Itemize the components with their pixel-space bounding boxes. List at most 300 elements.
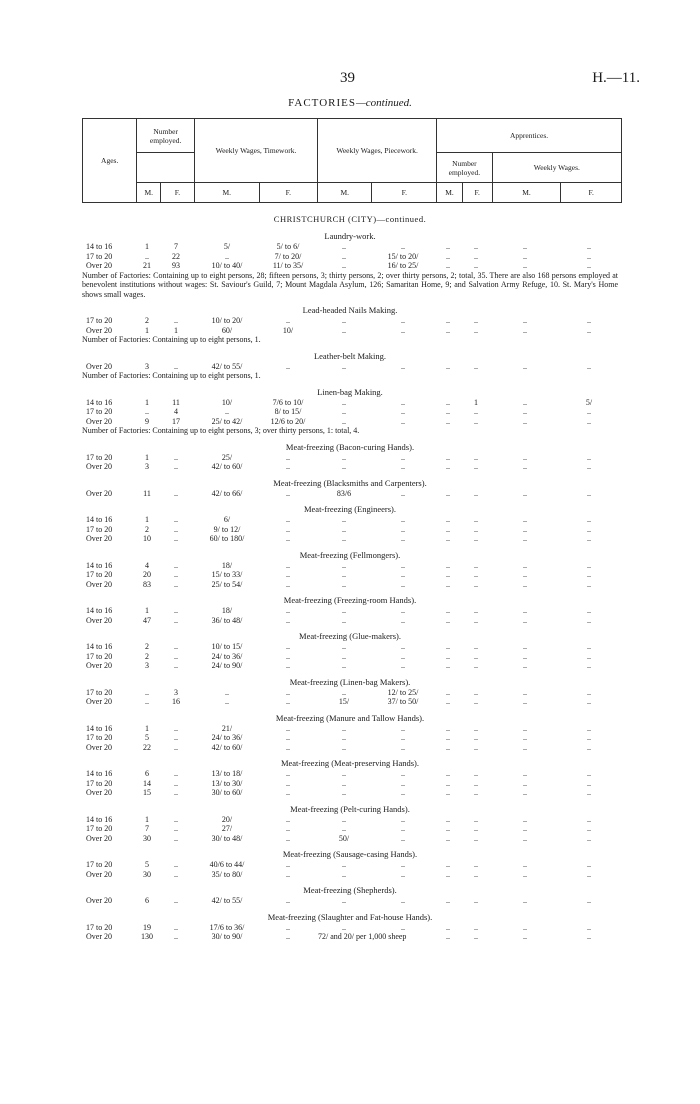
cell-app-f: .. <box>474 869 478 879</box>
cell-age: 14 to 16 <box>86 515 113 524</box>
industry-title: Meat-freezing (Linen-bag Makers). <box>289 676 411 687</box>
table-row <box>0 453 700 463</box>
table-row <box>0 261 700 271</box>
cell-time-m: 42/ to 66/ <box>211 488 243 498</box>
cell-time-f: .. <box>286 524 290 534</box>
cell-app-wf: .. <box>587 778 591 788</box>
cell-age: Over 20 <box>86 416 112 426</box>
cell-age: 17 to 20 <box>86 570 113 579</box>
cell-app-wm: .. <box>523 361 527 371</box>
city-heading: CHRISTCHURCH (CITY)—continued. <box>273 214 427 224</box>
cell-app-wm: .. <box>523 242 527 251</box>
cell-app-wm: .. <box>523 251 527 261</box>
cell-app-wf: .. <box>587 242 591 251</box>
cell-piece-m: .. <box>342 524 346 534</box>
cell-age: 14 to 16 <box>86 723 113 733</box>
factory-note: Number of Factories: Containing up to eight persons, 1. <box>82 335 261 344</box>
industry-title: Meat-freezing (Slaughter and Fat-house Hands). <box>267 911 433 922</box>
industry-section <box>0 503 700 544</box>
industry-title: Meat-freezing (Bacon-curing Hands). <box>285 441 415 452</box>
cell-app-m: .. <box>446 261 450 270</box>
cell-women: 4 <box>174 407 178 416</box>
cell-women: .. <box>174 579 178 589</box>
cell-age: 17 to 20 <box>86 407 113 416</box>
cell-app-m: .. <box>446 462 450 471</box>
cell-app-wm: .. <box>523 661 527 670</box>
cell-piece-m: .. <box>342 407 346 416</box>
cell-age: 14 to 16 <box>86 606 113 615</box>
cell-time-f: .. <box>286 316 290 325</box>
cell-men: 130 <box>141 932 153 941</box>
cell-app-f: .. <box>474 687 478 697</box>
cell-age: 17 to 20 <box>86 687 113 697</box>
cell-men: .. <box>145 407 149 416</box>
cell-app-wf: .. <box>587 251 591 261</box>
factory-note: Number of Factories: Containing up to eight persons, 28; fifteen persons, 3; thirty persons, 2; over thirty persons, 2; total, 35. There are also 168 persons employed at benevolent institutions without wages: St. Saviour's Guild, 7; Mount Magdala Asylum, 126; Samaritan Home, 9; and Salvation Army Refuge, 10. St. Mary's Home shows small wages. <box>82 270 618 299</box>
cell-men: 30 <box>143 869 151 879</box>
cell-age: 17 to 20 <box>86 651 113 661</box>
cell-app-wf: .. <box>587 579 591 589</box>
header-app-wm: M. <box>492 183 561 203</box>
cell-piece-m: .. <box>342 860 346 869</box>
industry-title: Meat-freezing (Sausage-casing Hands). <box>282 849 418 859</box>
cell-app-f: .. <box>474 814 478 824</box>
table-row <box>0 743 700 753</box>
cell-app-m: .. <box>446 361 450 371</box>
cell-piece-m: .. <box>342 687 346 697</box>
cell-app-m: .. <box>446 814 450 824</box>
cell-time-f: .. <box>286 697 290 706</box>
cell-age: 14 to 16 <box>86 814 113 824</box>
cell-age: Over 20 <box>86 661 112 670</box>
cell-piece-f: .. <box>401 869 405 879</box>
cell-piece-m: .. <box>342 651 346 661</box>
table-row <box>0 724 700 734</box>
cell-app-f: .. <box>474 452 478 462</box>
cell-app-m: .. <box>446 642 450 651</box>
cell-app-wf: 5/ <box>585 397 593 407</box>
cell-app-f: .. <box>474 651 478 661</box>
cell-app-wf: .. <box>587 615 591 625</box>
table-row <box>0 788 700 798</box>
cell-app-f: .. <box>474 860 478 869</box>
cell-app-f: .. <box>474 462 478 471</box>
industry-section <box>0 676 700 707</box>
cell-time-m: 42/ to 60/ <box>211 742 243 752</box>
cell-women: 22 <box>172 251 180 261</box>
cell-time-f: .. <box>286 570 290 579</box>
cell-piece-f: .. <box>401 452 405 462</box>
cell-app-m: .. <box>446 932 450 941</box>
table-row <box>0 779 700 789</box>
cell-app-f: .. <box>474 488 478 498</box>
cell-age: 14 to 16 <box>86 642 113 651</box>
cell-app-wf: .. <box>587 697 591 706</box>
industry-title: Meat-freezing (Engineers). <box>303 504 397 514</box>
cell-piece-m: .. <box>342 397 346 407</box>
cell-time-f: .. <box>286 452 290 462</box>
cell-piece-f: 37/ to 50/ <box>387 697 419 706</box>
cell-app-wm: .. <box>523 896 527 905</box>
cell-piece-m: 83/6 <box>336 488 352 498</box>
cell-piece-f: .. <box>401 416 405 426</box>
header-app-m: M. <box>437 183 463 203</box>
cell-piece-f: .. <box>401 824 405 833</box>
cell-app-f: .. <box>474 922 478 932</box>
cell-time-f: .. <box>286 869 290 879</box>
cell-app-m: .. <box>446 824 450 833</box>
table-row <box>0 489 700 499</box>
industry-section <box>0 350 700 381</box>
cell-app-wm: .. <box>523 814 527 824</box>
cell-piece-m: .. <box>342 606 346 615</box>
cell-time-m: 35/ to 80/ <box>211 869 243 879</box>
cell-piece-m: .. <box>342 778 346 788</box>
cell-app-m: .. <box>446 661 450 670</box>
table-row <box>0 824 700 834</box>
cell-piece-f: .. <box>401 407 405 416</box>
cell-time-m: 18/ <box>221 606 233 615</box>
cell-time-f: 8/ to 15/ <box>274 407 302 416</box>
cell-women: .. <box>174 462 178 471</box>
cell-time-m: 30/ to 48/ <box>211 833 243 843</box>
cell-women: .. <box>174 606 178 615</box>
industry-section <box>0 549 700 590</box>
cell-age: Over 20 <box>86 579 112 589</box>
cell-app-wf: .. <box>587 742 591 752</box>
cell-age: Over 20 <box>86 534 112 543</box>
cell-app-wm: .. <box>523 560 527 570</box>
industry-section <box>0 884 700 906</box>
cell-women: .. <box>174 642 178 651</box>
cell-app-f: .. <box>474 932 478 941</box>
cell-app-wm: .. <box>523 869 527 879</box>
table-body <box>0 230 700 947</box>
page-title: FACTORIES—continued. <box>288 97 412 109</box>
cell-men: 30 <box>143 833 151 843</box>
cell-piece-f: .. <box>401 814 405 824</box>
cell-piece-f: .. <box>401 325 405 335</box>
table-row <box>0 733 700 743</box>
cell-piece-m: .. <box>342 824 346 833</box>
cell-app-wf: .. <box>587 687 591 697</box>
cell-time-m: 5/ <box>223 242 231 251</box>
cell-app-wm: .. <box>523 606 527 615</box>
cell-app-f: .. <box>474 416 478 426</box>
cell-app-wf: .. <box>587 833 591 843</box>
cell-app-m: .. <box>446 742 450 752</box>
cell-piece-m: .. <box>342 251 346 261</box>
cell-time-f: .. <box>286 922 290 932</box>
cell-app-f: .. <box>474 325 478 335</box>
page-number: 39 <box>340 70 355 86</box>
cell-app-wf: .. <box>587 788 591 797</box>
cell-app-wm: .. <box>523 579 527 589</box>
cell-app-wm: .. <box>523 524 527 534</box>
cell-women: .. <box>174 922 178 932</box>
cell-time-m: .. <box>225 407 229 416</box>
table-row <box>0 661 700 671</box>
cell-men: 1 <box>145 515 149 524</box>
cell-app-wm: .. <box>523 860 527 869</box>
cell-age: Over 20 <box>86 869 112 879</box>
cell-time-f: .. <box>286 651 290 661</box>
cell-piece-m: .. <box>342 416 346 426</box>
cell-time-f: .. <box>286 860 290 869</box>
cell-time-f: .. <box>286 833 290 843</box>
cell-age: Over 20 <box>86 896 112 905</box>
cell-app-m: .. <box>446 651 450 661</box>
cell-piece-m: .. <box>342 579 346 589</box>
cell-piece-f: .. <box>401 397 405 407</box>
industry-title: Meat-freezing (Blacksmiths and Carpenters). <box>273 477 427 488</box>
cell-app-wf: .. <box>587 416 591 426</box>
cell-time-f: .. <box>286 488 290 498</box>
table-row <box>0 398 700 408</box>
cell-time-m: 10/ to 20/ <box>211 316 243 325</box>
cell-piece-f: .. <box>401 524 405 534</box>
cell-women: .. <box>174 534 178 543</box>
cell-app-wf: .. <box>587 824 591 833</box>
cell-time-f: .. <box>286 824 290 833</box>
cell-app-m: .. <box>446 833 450 843</box>
cell-piece-f: .. <box>401 723 405 733</box>
cell-men: 5 <box>145 860 149 869</box>
cell-men: 1 <box>145 606 149 615</box>
cell-women: .. <box>174 896 178 905</box>
cell-men: 3 <box>145 661 149 670</box>
cell-age: Over 20 <box>86 325 112 335</box>
table-row <box>0 242 700 252</box>
cell-men: 1 <box>145 452 149 462</box>
cell-piece-f: .. <box>401 661 405 670</box>
cell-piece-m: .. <box>342 570 346 579</box>
cell-age: Over 20 <box>86 615 112 625</box>
table-row <box>0 362 700 372</box>
cell-women: 1 <box>174 325 178 335</box>
cell-time-f: .. <box>286 606 290 615</box>
table-row <box>0 525 700 535</box>
cell-piece-m: .. <box>342 560 346 570</box>
cell-men: 1 <box>145 242 149 251</box>
cell-age: 17 to 20 <box>86 251 113 261</box>
cell-time-m: 10/ to 40/ <box>211 261 243 270</box>
cell-time-m: 20/ <box>221 814 233 824</box>
cell-piece-m: .. <box>342 742 346 752</box>
cell-piece-f: .. <box>401 316 405 325</box>
cell-men: 14 <box>143 778 151 788</box>
cell-app-wm: .. <box>523 570 527 579</box>
cell-women: .. <box>174 361 178 371</box>
header-piece-m: M. <box>318 183 372 203</box>
cell-women: .. <box>174 723 178 733</box>
cell-time-m: 42/ to 55/ <box>211 896 243 905</box>
cell-time-f: 11/ to 35/ <box>272 261 304 270</box>
cell-time-f: .. <box>286 814 290 824</box>
cell-age: Over 20 <box>86 742 112 752</box>
table-row <box>0 870 700 880</box>
cell-time-m: 30/ to 90/ <box>211 932 243 941</box>
industry-section <box>0 757 700 798</box>
cell-age: Over 20 <box>86 788 112 797</box>
cell-piece-m: 72/ and 20/ per 1,000 sheep <box>318 932 407 941</box>
cell-age: Over 20 <box>86 833 112 843</box>
cell-time-m: 27/ <box>221 824 233 833</box>
cell-app-m: .. <box>446 922 450 932</box>
industry-section <box>0 441 700 472</box>
header-f: F. <box>161 183 195 203</box>
cell-time-m: 24/ to 36/ <box>211 733 243 742</box>
cell-app-m: .. <box>446 697 450 706</box>
table-row <box>0 815 700 825</box>
cell-women: .. <box>174 742 178 752</box>
cell-piece-f: .. <box>401 570 405 579</box>
industry-title: Linen-bag Making. <box>317 386 383 397</box>
table-row <box>0 326 700 336</box>
cell-app-wf: .. <box>587 922 591 932</box>
header-app-wf: F. <box>561 183 622 203</box>
cell-piece-f: .. <box>401 606 405 615</box>
cell-men: 3 <box>145 361 149 371</box>
cell-app-f: .. <box>474 560 478 570</box>
cell-time-m: 9/ to 12/ <box>213 524 241 534</box>
cell-app-wm: .. <box>523 316 527 325</box>
cell-app-wf: .. <box>587 534 591 543</box>
cell-piece-m: .. <box>342 325 346 335</box>
cell-piece-f: .. <box>401 860 405 869</box>
cell-piece-m: .. <box>342 361 346 371</box>
cell-app-wm: .. <box>523 325 527 335</box>
cell-app-f: .. <box>474 697 478 706</box>
cell-app-m: .. <box>446 788 450 797</box>
table-row <box>0 688 700 698</box>
cell-app-wf: .. <box>587 642 591 651</box>
cell-piece-f: 15/ to 20/ <box>387 251 419 261</box>
header-spacer <box>137 153 194 183</box>
cell-app-f: .. <box>474 661 478 670</box>
cell-app-f: .. <box>474 896 478 905</box>
cell-app-f: .. <box>474 642 478 651</box>
cell-women: .. <box>174 515 178 524</box>
cell-app-f: .. <box>474 606 478 615</box>
cell-time-m: 24/ to 90/ <box>211 661 243 670</box>
cell-men: 6 <box>145 896 149 905</box>
cell-men: 4 <box>145 560 149 570</box>
cell-time-f: .. <box>286 534 290 543</box>
cell-age: 17 to 20 <box>86 860 113 869</box>
cell-app-wf: .. <box>587 896 591 905</box>
cell-men: 21 <box>143 261 151 270</box>
cell-time-m: 13/ to 18/ <box>211 769 243 778</box>
cell-piece-f: .. <box>401 361 405 371</box>
cell-piece-f: .. <box>401 488 405 498</box>
table-row <box>0 407 700 417</box>
cell-age: 14 to 16 <box>86 769 113 778</box>
cell-time-f: .. <box>286 560 290 570</box>
cell-app-wm: .. <box>523 462 527 471</box>
cell-men: 1 <box>145 723 149 733</box>
cell-time-m: .. <box>225 251 229 261</box>
industry-title: Meat-freezing (Manure and Tallow Hands). <box>275 712 425 723</box>
cell-men: 11 <box>143 488 151 498</box>
cell-app-wm: .. <box>523 407 527 416</box>
cell-app-wf: .. <box>587 570 591 579</box>
cell-time-f: .. <box>286 733 290 742</box>
cell-men: 7 <box>145 824 149 833</box>
cell-men: 2 <box>145 524 149 534</box>
cell-men: 2 <box>145 316 149 325</box>
cell-app-f: .. <box>474 833 478 843</box>
cell-app-f: .. <box>474 723 478 733</box>
cell-piece-f: .. <box>401 788 405 797</box>
cell-time-f: .. <box>286 687 290 697</box>
cell-app-wm: .. <box>523 922 527 932</box>
industry-title: Meat-freezing (Shepherds). <box>303 885 397 895</box>
cell-time-m: 24/ to 36/ <box>211 651 243 661</box>
cell-app-wf: .. <box>587 860 591 869</box>
cell-app-wm: .. <box>523 742 527 752</box>
cell-app-wm: .. <box>523 615 527 625</box>
cell-app-f: .. <box>474 524 478 534</box>
cell-age: 17 to 20 <box>86 452 113 462</box>
cell-age: 17 to 20 <box>86 733 113 742</box>
cell-women: 7 <box>174 242 178 251</box>
cell-piece-f: .. <box>401 769 405 778</box>
cell-time-m: .. <box>225 697 229 706</box>
cell-app-wf: .. <box>587 325 591 335</box>
cell-women: .. <box>174 651 178 661</box>
cell-app-wm: .. <box>523 488 527 498</box>
cell-time-m: 25/ to 42/ <box>211 416 243 426</box>
cell-app-wf: .. <box>587 769 591 778</box>
cell-piece-m: 50/ <box>338 833 350 843</box>
cell-age: 14 to 16 <box>86 560 113 570</box>
header-app-f: F. <box>462 183 492 203</box>
cell-time-f: 7/6 to 10/ <box>272 397 304 407</box>
cell-women: .. <box>174 733 178 742</box>
cell-time-f: .. <box>286 515 290 524</box>
cell-piece-f: .. <box>401 615 405 625</box>
cell-time-m: 25/ to 54/ <box>211 579 243 589</box>
cell-time-m: 60/ <box>221 325 233 335</box>
cell-app-f: .. <box>474 733 478 742</box>
cell-piece-f: .. <box>401 515 405 524</box>
cell-time-f: .. <box>286 661 290 670</box>
cell-men: .. <box>145 251 149 261</box>
cell-app-wf: .. <box>587 361 591 371</box>
cell-piece-f: .. <box>401 534 405 543</box>
cell-time-m: 36/ to 48/ <box>211 615 243 625</box>
industry-section <box>0 304 700 345</box>
cell-women: 11 <box>172 397 180 407</box>
header-number-employed: Number employed. <box>137 119 194 153</box>
table-row <box>0 652 700 662</box>
cell-men: 3 <box>145 462 149 471</box>
cell-app-m: .. <box>446 524 450 534</box>
cell-women: .. <box>174 570 178 579</box>
industry-title: Laundry-work. <box>324 231 376 241</box>
cell-piece-f: .. <box>401 778 405 788</box>
cell-piece-m: .. <box>342 733 346 742</box>
cell-piece-m: .. <box>342 615 346 625</box>
cell-men: 2 <box>145 651 149 661</box>
cell-women: .. <box>174 560 178 570</box>
cell-time-m: 42/ to 60/ <box>211 462 243 471</box>
cell-men: 2 <box>145 642 149 651</box>
cell-app-f: .. <box>474 251 478 261</box>
cell-app-m: .. <box>446 769 450 778</box>
cell-time-m: 17/6 to 36/ <box>209 922 245 932</box>
